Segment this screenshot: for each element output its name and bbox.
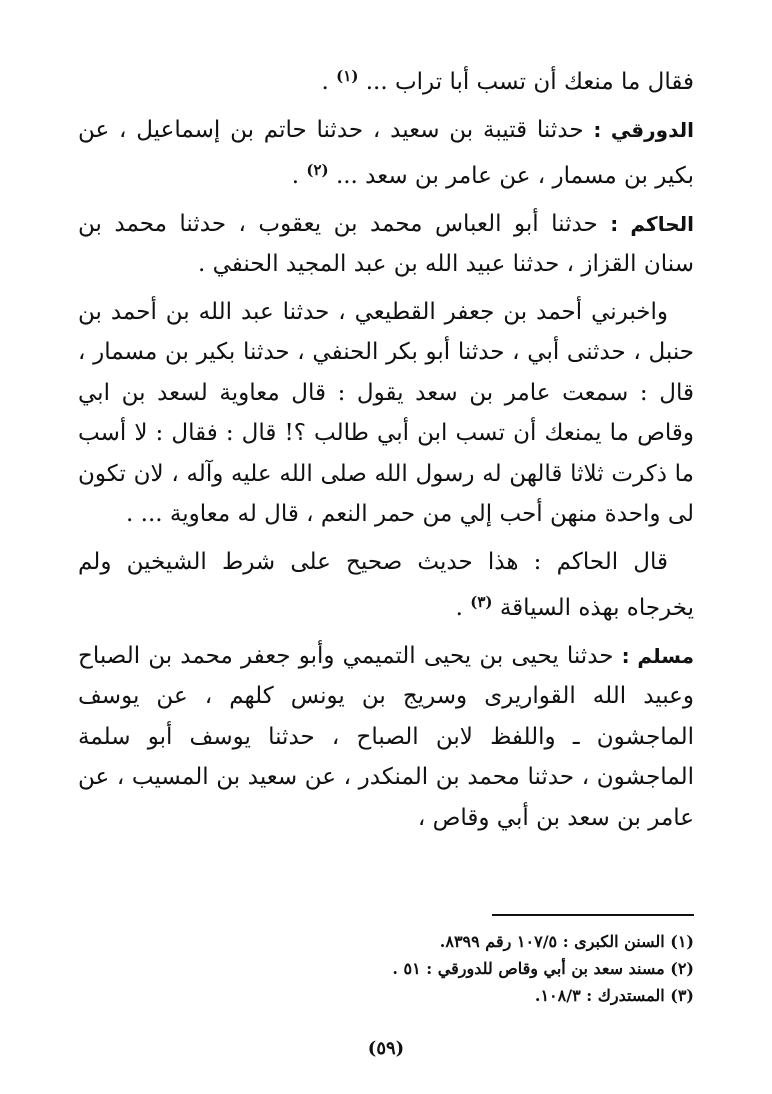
source-label-muslim: مسلم : (621, 643, 695, 668)
paragraph-end: . (455, 595, 463, 621)
footnote-ref-3[interactable]: (٣) (470, 593, 493, 611)
source-label-dawraqi: الدورقي : (593, 117, 695, 142)
paragraph-text: واخبرني أحمد بن جعفر القطيعي ، حدثنا عبد الله بن أحمد بن حنبل ، حدثنى أبي ، حدثنا أبو بكر الحنفي ، حدثنا بكير بن مسمار ، قال : سمعت عامر بن سعد يقول : قال معاوية لسعد بن ابي وقاص ما يمنعك أن تسب ابن أبي طالب ؟! قال : فقال : لا أسب ما ذكرت ثلاثا قالهن له رسول الله صلى الله عليه وآله ، لان تكون لى واحدة منهن أحب إلي من حمر النعم ، قال له معاوية ... . (78, 298, 694, 527)
footnote-3: (٣) المستدرك : ١٠٨/٣. (534, 986, 694, 1005)
paragraph-text: فقال ما منعك أن تسب أبا تراب ... (365, 69, 694, 95)
footnotes (78, 928, 694, 1009)
paragraph-2 (78, 110, 694, 197)
main-text (78, 56, 694, 845)
paragraph-text: حدثنا أبو العباس محمد بن يعقوب ، حدثنا محمد بن سنان القزاز ، حدثنا عبيد الله بن عبد المجيد الحنفي . (78, 210, 694, 277)
footnote-ref-1[interactable]: (١) (336, 67, 359, 85)
footnote-2: (٢) مسند سعد بن أبي وقاص للدورقي : ٥١ . (392, 959, 694, 978)
footnote-ref-2[interactable]: (٢) (306, 161, 329, 179)
footnote-divider (492, 914, 694, 916)
paragraph-3 (78, 204, 694, 285)
paragraph-4 (78, 292, 694, 535)
paragraph-text: قال الحاكم : هذا حديث صحيح على شرط الشيخين ولم يخرجاه بهذه السياقة (78, 548, 694, 621)
page-number: (٥٩) (367, 1038, 405, 1059)
paragraph-1 (78, 56, 694, 103)
source-label-hakim: الحاكم : (610, 211, 694, 236)
footnote-1: (١) السنن الكبرى : ١٠٧/٥ رقم ٨٣٩٩. (439, 932, 694, 951)
paragraph-end: . (291, 163, 300, 189)
paragraph-end: . (321, 69, 329, 95)
paragraph-text: حدثنا يحيى بن يحيى التميمي وأبو جعفر محمد بن الصباح وعبيد الله القواريرى وسريج بن يونس كلهم ، عن يوسف الماجشون ـ واللفظ لابن الصباح ، حدثنا يوسف أبو سلمة الماجشون ، حدثنا محمد بن المنكدر ، عن سعيد بن المسيب ، عن عامر بن سعد بن أبي وقاص ، (78, 642, 694, 831)
paragraph-5 (78, 542, 694, 629)
paragraph-6 (78, 636, 694, 839)
paragraph-text: حدثنا قتيبة بن سعيد ، حدثنا حاتم بن إسماعيل ، عن بكير بن مسمار ، عن عامر بن سعد ... (78, 116, 694, 189)
